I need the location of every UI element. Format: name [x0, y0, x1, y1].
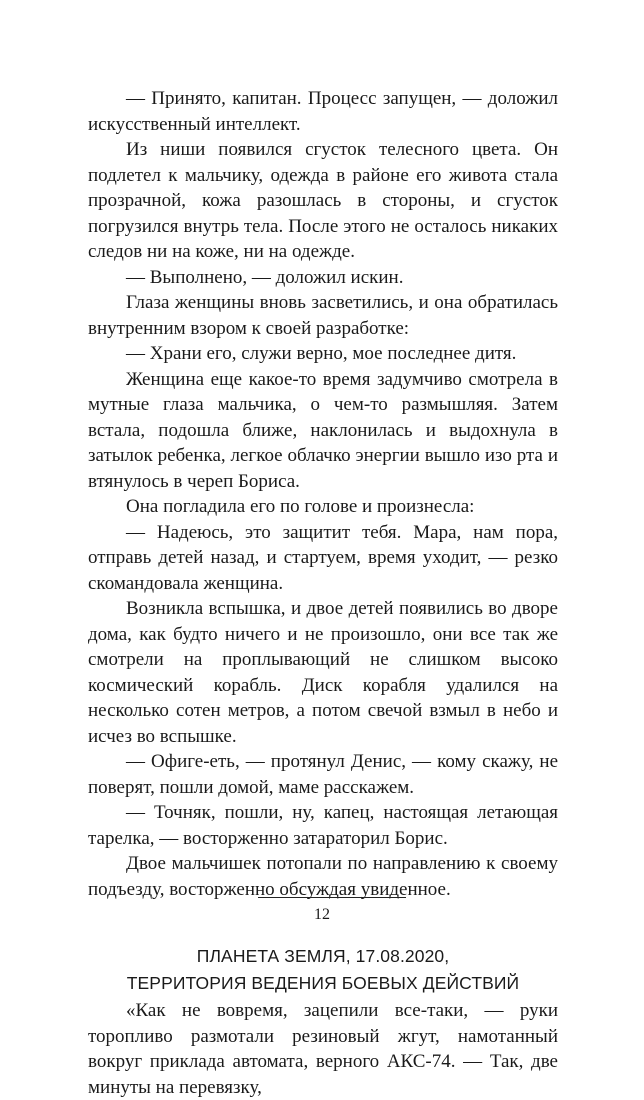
page-body [88, 86, 558, 1100]
paragraph: Из ниши появился сгусток телесного цвета. Он подлетел к мальчику, одежда в районе его живота стала прозрачной, кожа разошлась в стороны, и сгусток погрузился внутрь тела. После этого не осталось никаких следов ни на коже, ни на одежде. [88, 139, 558, 262]
paragraph: — Офиге-еть, — протянул Денис, — кому скажу, не поверят, пошли домой, маме расскажем. [88, 751, 558, 798]
paragraph: Возникла вспышка, и двое детей появились во дворе дома, как будто ничего и не произошло, они все так же смотрели на проплывающий не слишком высоко космический корабль. Диск корабля удалился на несколько сотен метров, а потом свечой взмыл в небо и исчез во вспышке. [88, 598, 558, 747]
page-number: 12 [314, 906, 330, 923]
paragraph: Женщина еще какое-то время задумчиво смотрела в мутные глаза мальчика, о чем-то размышляя. Затем встала, подошла ближе, наклонилась и выдохнула в затылок ребенка, легкое облачко энергии вышло изо рта и втянулось в череп Бориса. [88, 368, 558, 492]
paragraph: — Надеюсь, это защитит тебя. Мара, нам пора, отправь детей назад, и стартуем, время уходит, — резко скомандовала женщина. [88, 521, 558, 594]
paragraph: — Выполнено, — доложил искин. [126, 266, 404, 288]
footer-rule [258, 897, 406, 898]
paragraph: Она погладила его по голове и произнесла: [126, 496, 475, 517]
paragraph: — Храни его, служи верно, мое последнее дитя. [126, 343, 517, 364]
section-heading-line: ПЛАНЕТА ЗЕМЛЯ, 17.08.2020, [196, 946, 450, 966]
paragraph: — Точняк, пошли, ну, капец, настоящая летающая тарелка, — восторженно затараторил Борис. [88, 802, 558, 849]
section-heading [88, 944, 558, 996]
paragraph: Двое мальчишек потопали по направлению к своему подъезду, восторженно обсуждая увиденное. [88, 853, 558, 900]
paragraph: Глаза женщины вновь засветились, и она обратилась внутренним взором к своей разработке: [88, 292, 558, 339]
paragraph: — Принято, капитан. Процесс запущен, — доложил искусственный интеллект. [88, 88, 558, 135]
section-heading-line: ТЕРРИТОРИЯ ВЕДЕНИЯ БОЕВЫХ ДЕЙСТВИЙ [126, 973, 520, 993]
section-paragraph: «Как не вовремя, зацепили все-таки, — руки торопливо размотали резиновый жгут, намотанный вокруг приклада автомата, верного АКС-74. — Так, две минуты на перевязку, [88, 1000, 558, 1098]
